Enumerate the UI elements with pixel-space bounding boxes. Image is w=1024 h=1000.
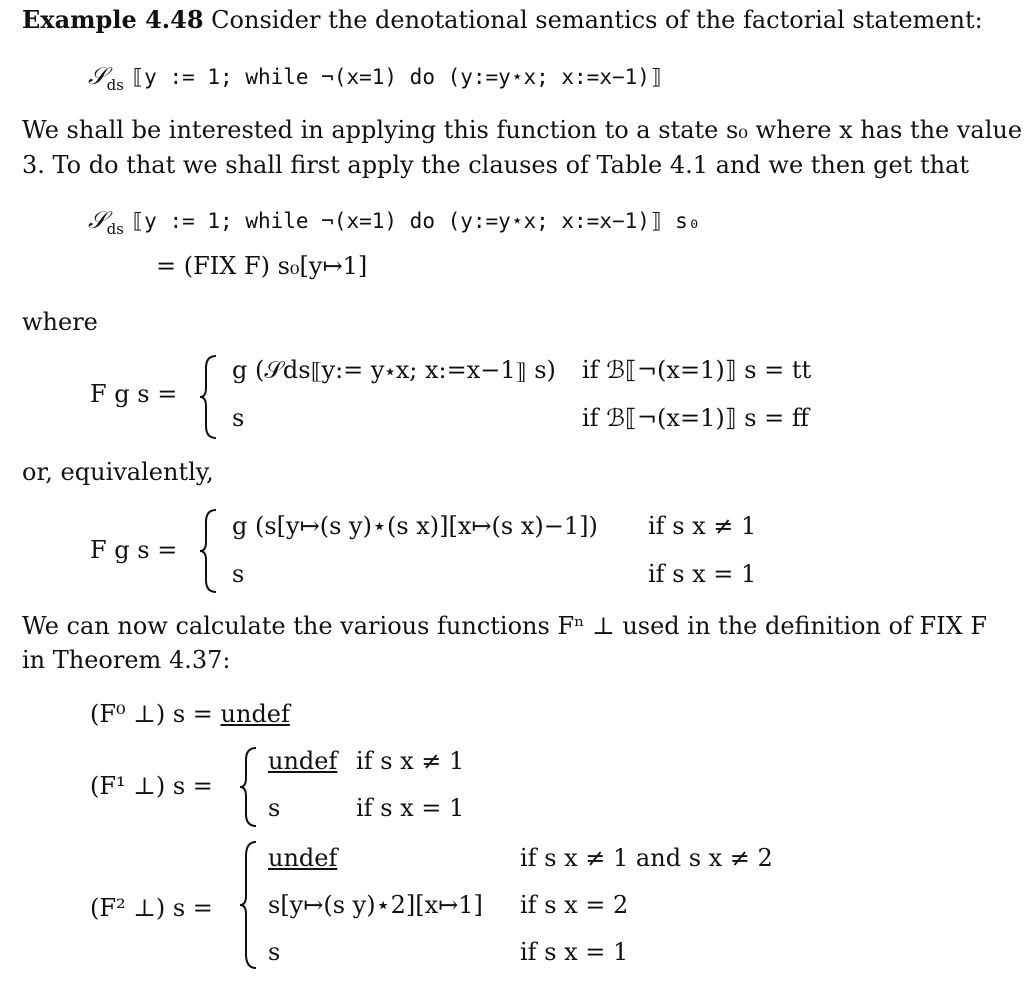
left-brace-icon — [198, 354, 218, 444]
case-condition: if s x = 1 — [520, 938, 629, 966]
semantic-function: 𝒮 — [88, 62, 107, 90]
equation-applied-state — [88, 204, 700, 239]
f0-equation — [90, 698, 290, 730]
case-expression: g (𝒮ds⟦y:= y⋆x; x:=x−1⟧ s) — [232, 356, 556, 384]
equation-fix-result: = (FIX F) s₀[y↦1] — [156, 252, 368, 280]
where-text: where — [22, 308, 98, 336]
example-label: Example 4.48 — [22, 5, 204, 34]
case-expression: s — [268, 794, 281, 822]
left-brace-icon — [238, 746, 258, 832]
case-expression: s[y↦(s y)⋆2][x↦1] — [268, 891, 483, 919]
case-condition: if s x = 2 — [520, 891, 629, 919]
case-expression: g (s[y↦(s y)⋆(s x)][x↦(s x)−1]) — [232, 512, 598, 540]
case-expression: undef — [268, 844, 338, 872]
case-condition: if s x ≠ 1 and s x ≠ 2 — [520, 844, 773, 872]
case-expression: s — [232, 404, 245, 432]
case-condition: if ℬ⟦¬(x=1)⟧ s = ff — [582, 404, 809, 432]
equation-factorial-statement — [88, 60, 663, 95]
functional-lhs: F g s = — [90, 536, 178, 564]
semantic-subscript: ds — [106, 219, 124, 238]
case-condition: if s x ≠ 1 — [356, 747, 465, 775]
f1-lhs: (F¹ ⊥) s = — [90, 772, 213, 800]
case-row — [232, 354, 556, 386]
f0-rhs: undef — [220, 700, 290, 728]
paragraph-line: We can now calculate the various functions Fⁿ ⊥ used in the definition of FIX F — [22, 612, 988, 640]
paragraph-line: We shall be interested in applying this function to a state s₀ where x has the value — [22, 116, 1023, 144]
left-brace-icon — [198, 508, 218, 598]
case-condition: if s x = 1 — [648, 560, 757, 588]
statement-code: ⟦y := 1; while ¬(x=1) do (y:=y⋆x; x:=x−1)⟧ — [131, 65, 663, 89]
left-brace-icon — [238, 840, 258, 974]
case-expression: undef — [268, 747, 338, 775]
case-expression: s — [268, 938, 281, 966]
functional-lhs: F g s = — [90, 380, 178, 408]
case-expression: s — [232, 560, 245, 588]
semantic-subscript: ds — [106, 75, 124, 94]
equivalently-text: or, equivalently, — [22, 458, 214, 486]
case-condition: if s x = 1 — [356, 794, 465, 822]
example-heading — [22, 4, 983, 36]
example-intro: Consider the denotational semantics of the factorial statement: — [211, 6, 983, 34]
paragraph-line: 3. To do that we shall first apply the clauses of Table 4.1 and we then get that — [22, 151, 970, 179]
f0-lhs: (F⁰ ⊥) s = — [90, 700, 213, 728]
semantic-function: 𝒮 — [88, 206, 107, 234]
paragraph-line: in Theorem 4.37: — [22, 646, 231, 674]
statement-code: ⟦y := 1; while ¬(x=1) do (y:=y⋆x; x:=x−1)⟧ s₀ — [131, 209, 701, 233]
case-condition: if ℬ⟦¬(x=1)⟧ s = tt — [582, 356, 812, 384]
f2-lhs: (F² ⊥) s = — [90, 894, 213, 922]
case-condition: if s x ≠ 1 — [648, 512, 757, 540]
